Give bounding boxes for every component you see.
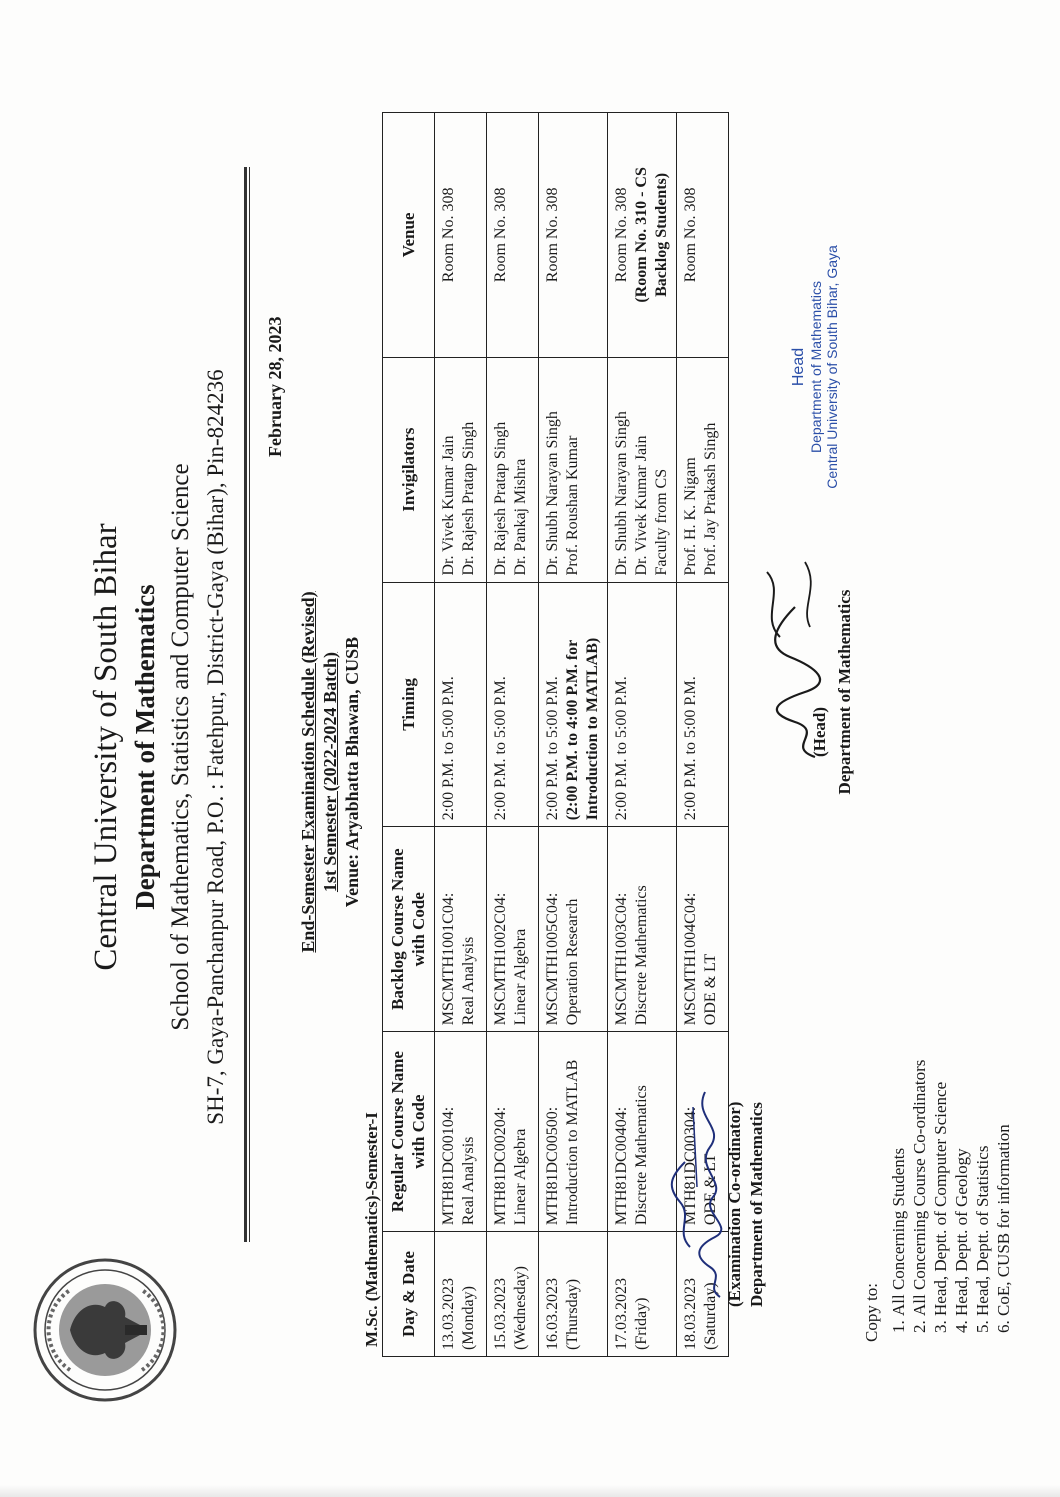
backlog-course-name: Discrete Mathematics — [632, 885, 650, 1026]
regular-course-code: MTH81DC00404: — [612, 1106, 630, 1226]
invigilator-1: Dr. Vivek Kumar Jain — [439, 435, 457, 576]
school-name: School of Mathematics, Statistics and Computer Science — [167, 463, 194, 1031]
university-name: Central University of South Bihar — [88, 523, 124, 971]
table-row — [486, 113, 538, 1357]
cell-day-date — [434, 1232, 486, 1357]
cell-day-date — [486, 1232, 538, 1357]
cell-timing — [607, 582, 676, 827]
cell-invigilators — [486, 357, 538, 582]
address: SH-7, Gaya-Panchanpur Road, P.O. : Fatehpur, District-Gaya (Bihar), Pin-824236 — [203, 369, 228, 1125]
exam-date: 13.03.2023 — [439, 1278, 457, 1350]
exam-date: 15.03.2023 — [491, 1278, 509, 1350]
header-rule-thin — [249, 167, 250, 1242]
backlog-course-name: Linear Algebra — [511, 928, 529, 1026]
timing: 2:00 P.M. to 5:00 P.M. — [543, 676, 561, 821]
head-department: Department of Mathematics — [835, 589, 854, 795]
table-row — [434, 113, 486, 1357]
cell-venue — [434, 113, 486, 358]
backlog-course-name: Operation Research — [563, 898, 581, 1026]
cell-day-date — [538, 1232, 607, 1357]
venue-room: Room No. 308 — [681, 187, 699, 283]
exam-day: (Monday) — [459, 1286, 477, 1350]
regular-course-name: ODE & LT — [701, 1153, 719, 1226]
venue-note-2: Backlog Students) — [652, 172, 670, 297]
invigilator-1: Dr. Shubh Narayan Singh — [612, 411, 630, 576]
stamp-title: Head — [790, 347, 807, 387]
cell-backlog-course — [486, 827, 538, 1032]
venue-room: Room No. 308 — [491, 187, 509, 283]
exam-day: (Saturday) — [701, 1282, 719, 1350]
cell-timing — [486, 582, 538, 827]
exam-date: 16.03.2023 — [543, 1278, 561, 1350]
exam-day: (Thursday) — [563, 1278, 581, 1350]
schedule-title: End-Semester Examination Schedule (Revised) — [298, 591, 318, 953]
cell-regular-course — [434, 1032, 486, 1232]
header-rule — [244, 167, 247, 1242]
venue-room: Room No. 308 — [612, 187, 630, 283]
backlog-course-code: MSCMTH1003C04: — [612, 892, 630, 1026]
head-role: (Head) — [810, 706, 829, 758]
program-label: M.Sc. (Mathematics)-Semester-I — [362, 1112, 381, 1347]
header-backlog-course: Backlog Course Name with Code — [383, 827, 435, 1032]
backlog-course-name: Real Analysis — [459, 936, 477, 1026]
list-item: 3. Head, Deptt. of Computer Science — [930, 1060, 951, 1316]
invigilator-1: Prof. H. K. Nigam — [681, 457, 699, 576]
exam-date: 18.03.2023 — [681, 1278, 699, 1350]
cell-regular-course — [486, 1032, 538, 1232]
invigilator-2: Prof. Jay Prakash Singh — [701, 422, 719, 576]
exam-day: (Wednesday) — [511, 1265, 529, 1350]
cell-invigilators — [607, 357, 676, 582]
cell-venue — [486, 113, 538, 358]
regular-course-code: MTH81DC00204: — [491, 1106, 509, 1226]
cell-timing — [538, 582, 607, 827]
cell-invigilators — [676, 357, 728, 582]
regular-course-code: MTH81DC00104: — [439, 1106, 457, 1226]
cell-timing — [434, 582, 486, 827]
regular-course-name: Discrete Mathematics — [632, 1085, 650, 1226]
venue-room: Room No. 308 — [439, 187, 457, 283]
timing: 2:00 P.M. to 5:00 P.M. — [439, 676, 457, 821]
invigilator-3: Faculty from CS — [652, 468, 670, 576]
document-date: February 28, 2023 — [265, 316, 285, 457]
header-timing: Timing — [383, 582, 435, 827]
list-item: 5. Head, Deptt. of Statistics — [972, 1060, 993, 1316]
scan-edge-shadow — [0, 1485, 1060, 1497]
copy-to-label: Copy to: — [862, 1282, 881, 1342]
header-day-date: Day & Date — [383, 1232, 435, 1357]
timing-note: (2:00 P.M. to 4:00 P.M. for — [563, 639, 581, 821]
table-header-row — [383, 113, 435, 1357]
header-invigilators: Invigilators — [383, 357, 435, 582]
backlog-course-code: MSCMTH1001C04: — [439, 892, 457, 1026]
timing: 2:00 P.M. to 5:00 P.M. — [612, 676, 630, 821]
venue-note: (Room No. 310 - CS — [632, 167, 650, 303]
cell-backlog-course — [676, 827, 728, 1032]
invigilator-2: Dr. Vivek Kumar Jain — [632, 435, 650, 576]
coordinator-department: Department of Mathematics — [747, 1102, 766, 1307]
cell-timing — [676, 582, 728, 827]
backlog-course-code: MSCMTH1002C04: — [491, 892, 509, 1026]
cell-venue — [538, 113, 607, 358]
list-item: 1. All Concerning Students — [888, 1060, 909, 1316]
timing: 2:00 P.M. to 5:00 P.M. — [681, 676, 699, 821]
copy-to-list — [862, 1060, 1014, 1342]
venue-title: Venue: Aryabhatta Bhawan, CUSB — [342, 636, 362, 908]
cell-backlog-course — [434, 827, 486, 1032]
exam-day: (Friday) — [632, 1297, 650, 1350]
header-regular-course: Regular Course Name with Code — [383, 1032, 435, 1232]
university-seal-logo — [30, 1255, 180, 1405]
venue-room: Room No. 308 — [543, 187, 561, 283]
invigilator-2: Prof. Roushan Kumar — [563, 435, 581, 576]
timing: 2:00 P.M. to 5:00 P.M. — [491, 676, 509, 821]
header-venue: Venue — [383, 113, 435, 358]
backlog-course-name: ODE & LT — [701, 953, 719, 1026]
list-item: 4. Head, Deptt. of Geology — [951, 1060, 972, 1316]
invigilator-2: Dr. Rajesh Pratap Singh — [459, 421, 477, 576]
cell-invigilators — [538, 357, 607, 582]
table-row — [538, 113, 607, 1357]
department-name: Department of Mathematics — [130, 584, 160, 910]
cell-venue — [607, 113, 676, 358]
regular-course-code: MTH81DC00500: — [543, 1106, 561, 1226]
regular-course-name: Real Analysis — [459, 1136, 477, 1226]
regular-course-code: MTH81DC00304: — [681, 1106, 699, 1226]
stamp-university: Central University of South Bihar, Gaya — [824, 245, 840, 489]
cell-backlog-course — [607, 827, 676, 1032]
invigilator-2: Dr. Pankaj Mishra — [511, 458, 529, 576]
backlog-course-code: MSCMTH1004C04: — [681, 892, 699, 1026]
semester-title: 1st Semester (2022-2024 Batch) — [320, 651, 340, 893]
timing-note-2: Introduction to MATLAB) — [583, 637, 601, 821]
department-stamp — [790, 187, 840, 547]
cell-invigilators — [434, 357, 486, 582]
regular-course-name: Linear Algebra — [511, 1128, 529, 1226]
head-signature-handwriting — [755, 527, 845, 777]
cell-backlog-course — [538, 827, 607, 1032]
list-item: 6. CoE, CUSB for information — [993, 1060, 1014, 1316]
list-item: 2. All Concerning Course Co-ordinators — [909, 1060, 930, 1316]
cell-venue — [676, 113, 728, 358]
exam-date: 17.03.2023 — [612, 1278, 630, 1350]
coordinator-role: (Examination Co-ordinator) — [725, 1101, 744, 1307]
backlog-course-code: MSCMTH1005C04: — [543, 892, 561, 1026]
regular-course-name: Introduction to MATLAB — [563, 1059, 581, 1226]
invigilator-1: Dr. Shubh Narayan Singh — [543, 411, 561, 576]
cell-regular-course — [538, 1032, 607, 1232]
invigilator-1: Dr. Rajesh Pratap Singh — [491, 421, 509, 576]
stamp-department: Department of Mathematics — [808, 281, 824, 453]
